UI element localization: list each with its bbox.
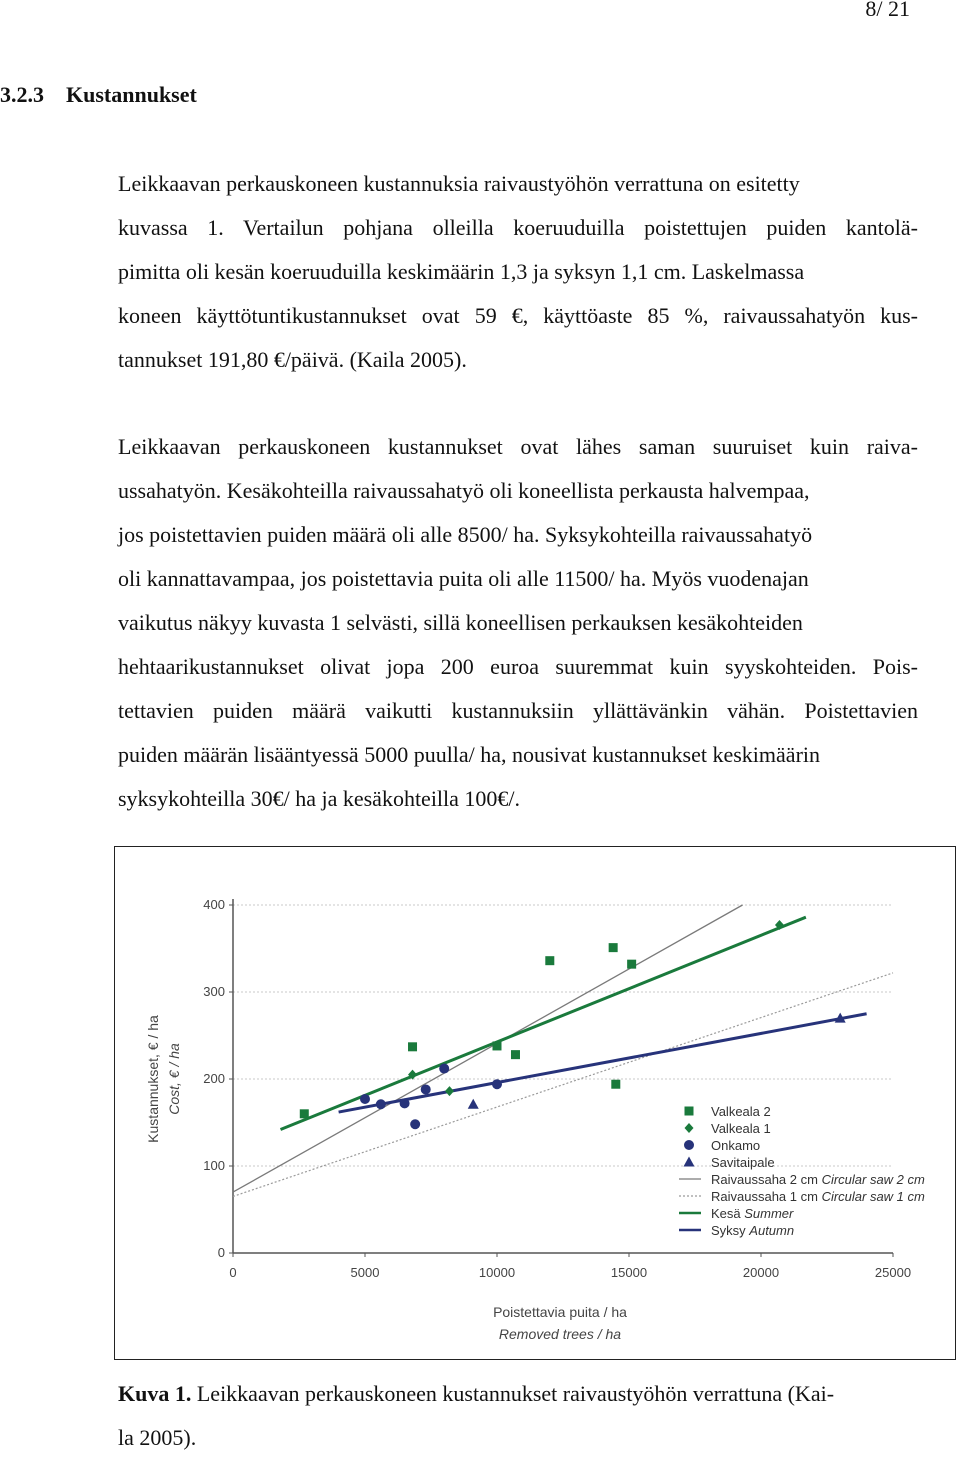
legend-label — [711, 1206, 794, 1221]
y-tick-label: 200 — [203, 1071, 225, 1086]
page-number: 8/ 21 — [865, 0, 910, 21]
text-line: Leikkaavan perkauskoneen kustannuksia raivaustyöhön verrattuna on esitetty — [118, 171, 800, 196]
text-line: puiden määrän lisääntyessä 5000 puulla/ ha, nousivat kustannukset keskimäärin — [118, 742, 821, 767]
data-point — [611, 1080, 620, 1089]
x-axis-label: Poistettavia puita / ha — [493, 1304, 627, 1320]
data-point — [400, 1098, 410, 1108]
legend-label — [711, 1223, 794, 1238]
x-tick-label: 10000 — [478, 1265, 516, 1280]
text-line: tannukset 191,80 €/päivä. (Kaila 2005). — [118, 347, 467, 372]
data-point — [511, 1050, 520, 1059]
data-point — [360, 1094, 370, 1104]
caption-label: Kuva 1. — [118, 1381, 192, 1406]
y-tick-label: 100 — [203, 1158, 225, 1173]
data-point — [410, 1119, 420, 1129]
section-title: Kustannukset — [66, 82, 197, 107]
data-point — [408, 1042, 417, 1051]
data-point — [445, 1086, 454, 1096]
legend-label-en: Autumn — [749, 1223, 795, 1238]
text-line: ussahatyön. Kesäkohteilla raivaussahatyö oli koneellista perkausta halvempaa, — [118, 478, 810, 503]
data-point — [421, 1084, 431, 1094]
x-tick-label: 5000 — [350, 1265, 380, 1280]
paragraph-1 — [118, 162, 918, 382]
y-tick-label: 0 — [217, 1245, 225, 1260]
data-point — [627, 960, 636, 969]
figure-caption — [118, 1372, 918, 1460]
section-number: 3.2.3 — [0, 82, 44, 107]
legend-marker — [685, 1123, 694, 1133]
data-point — [492, 1079, 502, 1089]
legend-label-fi: Raivaussaha 1 cm — [711, 1189, 822, 1204]
caption-text: Leikkaavan perkauskoneen kustannukset raivaustyöhön verrattuna (Kai- — [191, 1381, 835, 1406]
data-point — [376, 1099, 386, 1109]
trend-line — [281, 917, 806, 1129]
legend-label: Valkeala 2 — [711, 1104, 771, 1119]
trend-line — [339, 1014, 867, 1112]
data-point — [609, 943, 618, 952]
legend-label-fi: Syksy — [711, 1223, 750, 1238]
data-point — [439, 1064, 449, 1074]
text-line: tettavien puiden määrä vaikutti kustannuksiin yllättävänkin vähän. Poistettavien — [118, 698, 918, 723]
x-axis-label-en: Removed trees / ha — [498, 1326, 622, 1342]
data-point — [300, 1109, 309, 1118]
y-tick-label: 400 — [203, 897, 225, 912]
legend-label-en: Circular saw 2 cm — [821, 1172, 925, 1187]
text-line: oli kannattavampaa, jos poistettavia puita oli alle 11500/ ha. Myös vuodenajan — [118, 566, 809, 591]
legend-label: Onkamo — [711, 1138, 761, 1153]
text-line: kuvassa 1. Vertailun pohjana olleilla koeruuduilla poistettujen puiden kantolä- — [118, 215, 918, 240]
legend-label-en: Summer — [744, 1206, 794, 1221]
text-line: Leikkaavan perkauskoneen kustannukset ovat lähes saman suuruiset kuin raiva- — [118, 434, 918, 459]
y-axis-label-en: Cost, € / ha — [166, 1043, 182, 1115]
legend-label: Savitaipale — [711, 1155, 775, 1170]
text-line: jos poistettavien puiden määrä oli alle 8500/ ha. Syksykohteilla raivaussahatyö — [118, 522, 813, 547]
y-tick-label: 300 — [203, 984, 225, 999]
legend-label-fi: Raivaussaha 2 cm — [711, 1172, 822, 1187]
x-tick-label: 0 — [229, 1265, 237, 1280]
text-line: pimitta oli kesän koeruuduilla keskimäärin 1,3 ja syksyn 1,1 cm. Laskelmassa — [118, 259, 805, 284]
legend-label — [711, 1172, 925, 1187]
data-point — [545, 956, 554, 965]
figure-1 — [114, 846, 956, 1360]
legend-label-fi: Kesä — [711, 1206, 745, 1221]
text-line: syksykohteilla 30€/ ha ja kesäkohteilla 100€/. — [118, 786, 521, 811]
text-line: koneen käyttötuntikustannukset ovat 59 €, käyttöaste 85 %, raivaussahatyön kus- — [118, 303, 918, 328]
trend-line — [233, 905, 743, 1192]
data-point — [468, 1099, 479, 1109]
legend-label-en: Circular saw 1 cm — [821, 1189, 925, 1204]
section-heading — [0, 82, 197, 108]
x-tick-label: 20000 — [742, 1265, 780, 1280]
text-line: vaikutus näkyy kuvasta 1 selvästi, sillä koneellisen perkauksen kesäkohteiden — [118, 610, 803, 635]
x-tick-label: 15000 — [610, 1265, 648, 1280]
caption-text-cont: la 2005). — [118, 1425, 197, 1450]
legend-marker — [684, 1140, 694, 1150]
data-point — [493, 1041, 502, 1050]
legend-label — [711, 1189, 925, 1204]
paragraph-2 — [118, 425, 918, 821]
text-line: hehtaarikustannukset olivat jopa 200 euroa suuremmat kuin syyskohteiden. Pois- — [118, 654, 918, 679]
legend-label: Valkeala 1 — [711, 1121, 771, 1136]
legend-marker — [685, 1107, 694, 1116]
y-axis-label: Kustannukset, € / ha — [145, 1015, 161, 1143]
legend-marker — [684, 1157, 695, 1167]
cost-chart — [115, 847, 957, 1361]
x-tick-label: 25000 — [874, 1265, 912, 1280]
